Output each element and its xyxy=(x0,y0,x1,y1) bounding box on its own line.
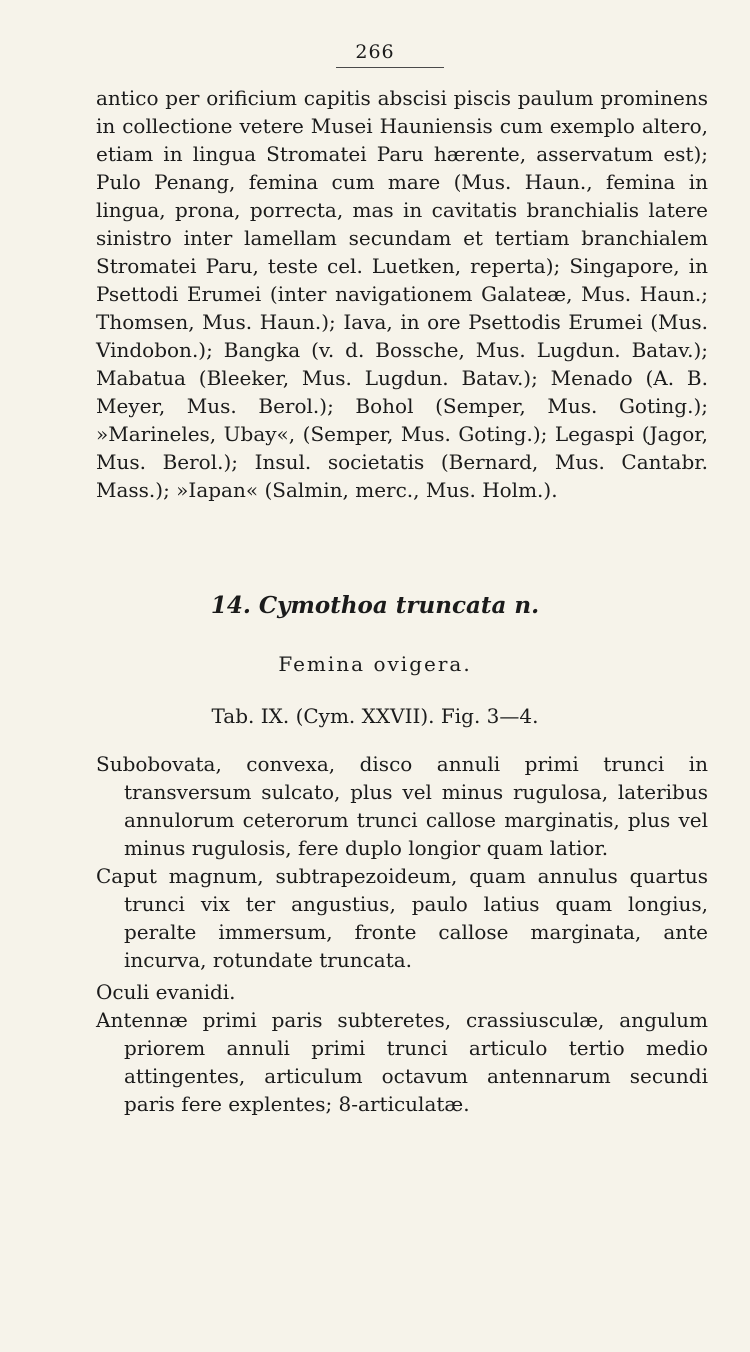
intro-paragraph: antico per orificium capitis abscisi piscis paulum prominens in collectione vetere Musei Hauniensis cum exemplo altero, etiam in lingua Stromatei Paru hærente, asservatum est); Pulo Penang, femina cum mare (Mus. Haun., femina in lingua, prona, porrecta, mas in cavitatis branchialis latere sinistro inter lamellam secundam et tertiam branchialem Stromatei Paru, teste cel. Luetken, reperta); Singapore, in Psettodi Erumei (inter navigationem Galateæ, Mus. Haun.; Thomsen, Mus. Haun.); Iava, in ore Psettodis Erumei (Mus. Vindobon.); Bangka (v. d. Bossche, Mus. Lugdun. Batav.); Mabatua (Bleeker, Mus. Lugdun. Batav.); Menado (A. B. Meyer, Mus. Berol.); Bohol (Semper, Mus. Goting.); »Marineles, Ubay«, (Semper, Mus. Goting.); Legaspi (Jagor, Mus. Berol.); Insul. societatis (Bernard, Mus. Cantabr. Mass.); »Iapan« (Salmin, merc., Mus. Holm.). xyxy=(96,86,708,502)
section-reference: Tab. IX. (Cym. XXVII). Fig. 3—4. xyxy=(211,704,539,728)
section-subtitle: Femina ovigera. xyxy=(278,652,472,676)
description-paragraph: Caput magnum, subtrapezoideum, quam annulus quartus trunci vix ter angustius, paulo latius quam longius, peralte immersum, fronte callose marginata, ante incurva, rotundate truncata. xyxy=(96,864,708,972)
description-paragraph: Subobovata, convexa, disco annuli primi trunci in transversum sulcato, plus vel minus rugulosa, lateribus annulorum ceterorum trunci callose marginatis, plus vel minus rugulosis, fere duplo longior quam latior. xyxy=(96,752,708,860)
description-block-2 xyxy=(96,862,708,974)
page-number: 266 xyxy=(355,41,395,63)
description-paragraph: Antennæ primi paris subteretes, crassiusculæ, angulum priorem annuli primi trunci articulo tertio medio attingentes, articulum octavum antennarum secundi paris fere explentes; 8-articulatæ. xyxy=(96,1008,708,1116)
description-block-1 xyxy=(96,750,708,862)
section-title: 14. Cymothoa truncata n. xyxy=(210,592,540,619)
page-number-rule xyxy=(336,67,444,68)
description-block-3 xyxy=(96,978,708,1006)
description-paragraph: Oculi evanidi. xyxy=(96,980,236,1004)
description-block-4 xyxy=(96,1006,708,1118)
